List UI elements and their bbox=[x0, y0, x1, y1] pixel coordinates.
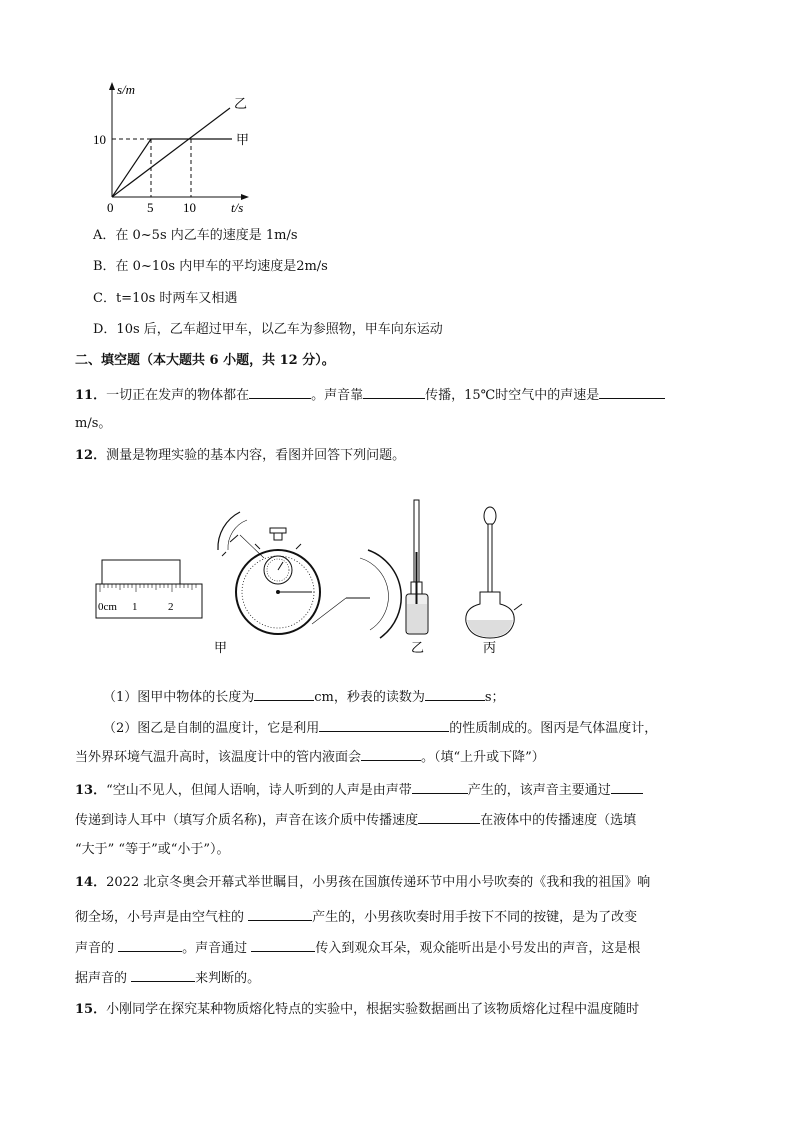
q13-text-2: 产生的，该声音主要通过 bbox=[467, 783, 611, 798]
q14-text-3: 产生的，小男孩吹奏时用手按下不同的按键，是为了改变 bbox=[312, 910, 638, 925]
figure-label-bing: 丙 bbox=[483, 640, 497, 655]
tick-y-10: 10 bbox=[93, 132, 106, 147]
q13-line2 bbox=[75, 809, 636, 831]
q12-number: 12． bbox=[75, 448, 107, 463]
q14-line2 bbox=[75, 906, 637, 928]
q14-text-1: 2022 北京冬奥会开幕式举世瞩目，小男孩在国旗传递环节中用小号吹奏的《我和我的祖国》响 bbox=[106, 875, 651, 890]
q14-blank-1[interactable] bbox=[248, 906, 312, 921]
minute-dial-zoom bbox=[218, 512, 264, 558]
tick-x-0: 0 bbox=[107, 200, 114, 215]
tick-x-5: 5 bbox=[147, 200, 154, 215]
q12-sub1 bbox=[103, 686, 505, 708]
q11-text-3: 传播，15℃时空气中的声速是 bbox=[425, 388, 600, 403]
q14-blank-3[interactable] bbox=[251, 937, 315, 952]
q14-line1 bbox=[75, 873, 650, 893]
q12-figure bbox=[90, 492, 540, 662]
q12-sub2-text-1: （2）图乙是自制的温度计，它是利用 bbox=[103, 721, 320, 736]
q13-blank-2[interactable] bbox=[611, 779, 643, 794]
q12-stem: 测量是物理实验的基本内容，看图并回答下列问题。 bbox=[106, 448, 406, 463]
q12-sub1-text-2: cm，秒表的读数为 bbox=[314, 690, 425, 705]
q15-text-1: 小刚同学在探究某种物质熔化特点的实验中，根据实验数据画出了该物质熔化过程中温度随时 bbox=[106, 1002, 640, 1017]
q13-line1 bbox=[75, 779, 643, 801]
q12-sub1-text-1: （1）图甲中物体的长度为 bbox=[103, 690, 255, 705]
gas-thermometer bbox=[466, 507, 522, 638]
y-axis-label: s/m bbox=[117, 82, 136, 97]
q11-blank-2[interactable] bbox=[363, 384, 425, 399]
q11-number: 11． bbox=[75, 388, 107, 403]
label-jia: 甲 bbox=[236, 132, 250, 147]
y-axis-arrow bbox=[109, 82, 115, 90]
q12-blank-time[interactable] bbox=[425, 686, 485, 701]
q14-text-2: 彻全场，小号声是由空气柱的 bbox=[75, 910, 245, 925]
option-c: C．t=10s 时两车又相遇 bbox=[93, 291, 238, 306]
q13-text-4: 在液体中的传播速度（选填 bbox=[480, 813, 637, 828]
measured-block bbox=[102, 560, 180, 584]
q14-line4 bbox=[75, 967, 260, 989]
q12-sub2-line2 bbox=[75, 746, 545, 768]
q13-blank-1[interactable] bbox=[412, 779, 468, 794]
q13-blank-3[interactable] bbox=[418, 809, 480, 824]
option-b: B．在 0~10s 内甲车的平均速度是2m/s bbox=[93, 259, 328, 274]
q12-line1 bbox=[75, 446, 405, 466]
q12-blank-level[interactable] bbox=[361, 746, 421, 761]
ruler-label-1: 1 bbox=[132, 601, 138, 613]
q12-sub2-text-3: 当外界环境气温升高时，该温度计中的管内液面会 bbox=[75, 750, 362, 765]
series-jia bbox=[112, 139, 232, 197]
q15-number: 15． bbox=[75, 1002, 107, 1017]
q14-number: 14． bbox=[75, 875, 107, 890]
option-a: A．在 0~5s 内乙车的速度是 1m/s bbox=[93, 228, 298, 243]
q12-sub2-line1 bbox=[103, 717, 657, 739]
q14-blank-4[interactable] bbox=[131, 967, 195, 982]
s-t-graph bbox=[85, 78, 265, 218]
x-axis-label: t/s bbox=[231, 200, 244, 215]
figure-label-yi: 乙 bbox=[411, 640, 425, 655]
section-title: 二、填空题（本大题共 6 小题，共 12 分）。 bbox=[75, 353, 335, 368]
q13-line3: “大于” “等于”或“小于”）。 bbox=[75, 842, 230, 857]
q14-text-7: 据声音的 bbox=[75, 971, 128, 986]
q14-text-5: 。声音通过 bbox=[182, 941, 248, 956]
q12-blank-principle[interactable] bbox=[319, 717, 449, 732]
q14-line3 bbox=[75, 937, 640, 959]
q15-line1 bbox=[75, 1000, 639, 1020]
q14-text-4: 声音的 bbox=[75, 941, 115, 956]
bottle-thermometer bbox=[406, 500, 428, 634]
q13-number: 13． bbox=[75, 783, 107, 798]
q11-blank-3[interactable] bbox=[599, 384, 665, 399]
q14-blank-2[interactable] bbox=[118, 937, 182, 952]
label-yi: 乙 bbox=[234, 96, 248, 111]
q11-text-2: 。声音靠 bbox=[311, 388, 364, 403]
q11-text-1: 一切正在发声的物体都在 bbox=[106, 388, 250, 403]
second-dial-zoom bbox=[312, 550, 401, 638]
series-yi bbox=[112, 108, 230, 197]
q11-blank-1[interactable] bbox=[249, 384, 311, 399]
q12-sub2-text-2: 的性质制成的。图丙是气体温度计， bbox=[449, 721, 658, 736]
q12-blank-length[interactable] bbox=[254, 686, 314, 701]
q13-text-1: “空山不见人，但闻人语响，诗人听到的人声是由声带 bbox=[106, 783, 412, 798]
stopwatch bbox=[236, 528, 320, 634]
tick-x-10: 10 bbox=[183, 200, 196, 215]
figure-label-jia: 甲 bbox=[214, 640, 228, 655]
q14-text-6: 传入到观众耳朵，观众能听出是小号发出的声音，这是根 bbox=[315, 941, 641, 956]
q11-line1 bbox=[75, 384, 665, 406]
q12-sub1-text-3: s； bbox=[484, 690, 505, 705]
q11-line2: m/s。 bbox=[75, 416, 112, 431]
ruler-label-2: 2 bbox=[168, 601, 174, 613]
q12-sub2-text-4: 。（填“上升或下降”） bbox=[421, 750, 545, 765]
q14-text-8: 来判断的。 bbox=[195, 971, 261, 986]
ruler-label-0: 0cm bbox=[98, 601, 117, 613]
q13-text-3: 传递到诗人耳中（填写介质名称)，声音在该介质中传播速度 bbox=[75, 813, 419, 828]
option-d: D．10s 后，乙车超过甲车，以乙车为参照物，甲车向东运动 bbox=[93, 322, 443, 337]
